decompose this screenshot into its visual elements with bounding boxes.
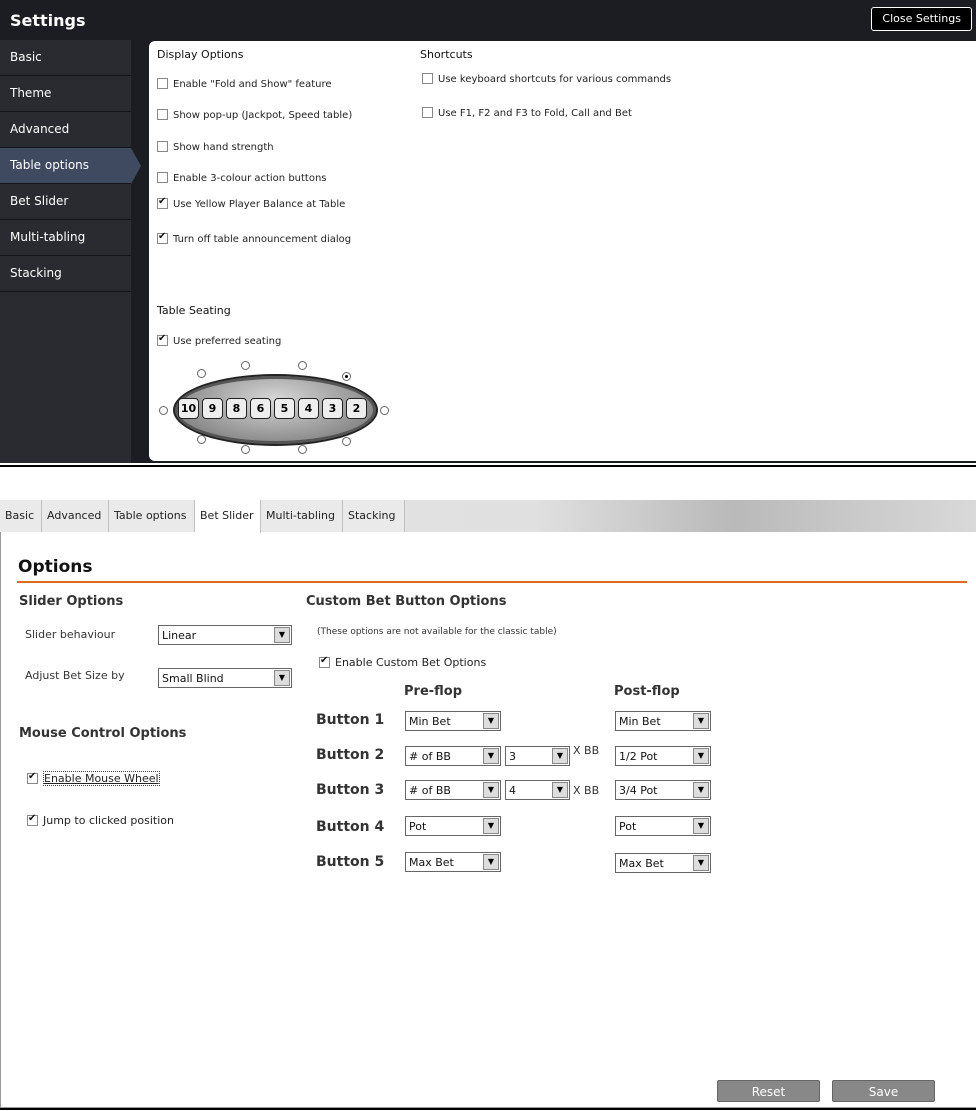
tab-advanced[interactable]: Advanced bbox=[42, 500, 109, 532]
tab-bet-slider[interactable]: Bet Slider bbox=[195, 500, 261, 533]
dropdown-arrow-icon[interactable]: ▼ bbox=[483, 748, 499, 764]
seat-radio[interactable] bbox=[298, 361, 307, 370]
button-3-label: Button 3 bbox=[316, 782, 385, 798]
title-bar bbox=[0, 0, 976, 40]
tab-bar bbox=[0, 500, 976, 532]
seat-9: 9 bbox=[202, 398, 223, 419]
preferred-seating-checkbox[interactable] bbox=[157, 335, 281, 347]
adjust-bet-size-value: Small Blind bbox=[162, 672, 224, 685]
tab-table-options[interactable]: Table options bbox=[109, 500, 195, 532]
slider-behaviour-label: Slider behaviour bbox=[25, 628, 116, 641]
settings-window bbox=[0, 0, 976, 463]
yellow-balance-checkbox[interactable] bbox=[157, 198, 345, 210]
title-underline bbox=[17, 581, 967, 583]
slider-behaviour-value: Linear bbox=[162, 629, 197, 642]
seat-radio[interactable] bbox=[342, 437, 351, 446]
dropdown-arrow-icon[interactable]: ▼ bbox=[483, 854, 499, 870]
button-4-postflop-value: Pot bbox=[619, 820, 637, 833]
button-5-preflop-value: Max Bet bbox=[409, 856, 454, 869]
checkbox-box-checked[interactable] bbox=[27, 815, 38, 826]
jump-to-position-label: Jump to clicked position bbox=[43, 814, 174, 827]
button-3-multiplier-value: 4 bbox=[509, 784, 516, 797]
button-1-preflop-select[interactable] bbox=[405, 711, 501, 731]
dropdown-arrow-icon[interactable]: ▼ bbox=[483, 818, 499, 834]
display-options-heading: Display Options bbox=[157, 48, 244, 61]
button-5-label: Button 5 bbox=[316, 854, 385, 870]
checkbox-box-checked[interactable] bbox=[157, 233, 168, 244]
show-hand-strength-label: Show hand strength bbox=[173, 142, 274, 153]
close-settings-button[interactable]: Close Settings bbox=[871, 7, 972, 31]
seat-radio[interactable] bbox=[241, 361, 250, 370]
button-2-xbb-label: X BB bbox=[573, 744, 600, 757]
mouse-wheel-label: Enable Mouse Wheel bbox=[44, 772, 159, 785]
checkbox-box[interactable] bbox=[157, 78, 168, 89]
adjust-bet-size-select[interactable] bbox=[158, 668, 292, 688]
settings-sidebar bbox=[0, 40, 131, 463]
button-2-label: Button 2 bbox=[316, 747, 385, 763]
seat-radio[interactable] bbox=[197, 369, 206, 378]
enable-custom-bet-label: Enable Custom Bet Options bbox=[335, 656, 487, 669]
options-panel bbox=[0, 532, 976, 1108]
button-3-multiplier-select[interactable] bbox=[505, 780, 570, 800]
tab-multi-tabling[interactable]: Multi-tabling bbox=[261, 500, 343, 532]
checkbox-box[interactable] bbox=[157, 172, 168, 183]
button-1-postflop-value: Min Bet bbox=[619, 715, 661, 728]
checkbox-box-checked[interactable] bbox=[157, 335, 168, 346]
settings-title: Settings bbox=[10, 11, 86, 30]
checkbox-box-checked[interactable] bbox=[27, 773, 38, 784]
dropdown-arrow-icon[interactable]: ▼ bbox=[552, 782, 568, 798]
announcement-dialog-label: Turn off table announcement dialog bbox=[173, 234, 352, 245]
custom-bet-note: (These options are not available for the classic table) bbox=[317, 627, 557, 637]
yellow-balance-label: Use Yellow Player Balance at Table bbox=[173, 199, 346, 210]
sidebar-item-bet-slider[interactable]: Bet Slider bbox=[0, 184, 131, 220]
button-2-multiplier-value: 3 bbox=[509, 750, 516, 763]
button-3-preflop-value: # of BB bbox=[409, 784, 451, 797]
seat-radio[interactable] bbox=[298, 445, 307, 454]
enable-custom-bet-checkbox[interactable] bbox=[319, 656, 486, 669]
seat-selector bbox=[157, 357, 397, 457]
three-colour-buttons-checkbox[interactable] bbox=[157, 172, 327, 184]
button-1-postflop-select[interactable] bbox=[615, 711, 711, 731]
button-3-xbb-label: X BB bbox=[573, 784, 600, 797]
bet-slider-window bbox=[0, 500, 976, 1111]
button-3-postflop-select[interactable] bbox=[615, 780, 711, 800]
reset-button[interactable]: Reset bbox=[717, 1080, 820, 1102]
button-5-postflop-value: Max Bet bbox=[619, 857, 664, 870]
tab-stacking[interactable]: Stacking bbox=[343, 500, 405, 532]
seat-radio[interactable] bbox=[159, 406, 168, 415]
seat-8: 8 bbox=[226, 398, 247, 419]
keyboard-shortcuts-checkbox[interactable] bbox=[422, 73, 671, 85]
seat-10: 10 bbox=[178, 398, 199, 419]
button-2-multiplier-select[interactable] bbox=[505, 746, 570, 766]
sidebar-item-table-options[interactable]: Table options bbox=[0, 148, 131, 184]
slider-options-heading: Slider Options bbox=[19, 594, 124, 609]
preferred-seating-label: Use preferred seating bbox=[173, 336, 282, 347]
seat-3: 3 bbox=[322, 398, 343, 419]
dropdown-arrow-icon[interactable]: ▼ bbox=[693, 748, 709, 764]
sidebar-item-advanced[interactable]: Advanced bbox=[0, 112, 131, 148]
button-5-postflop-select[interactable] bbox=[615, 853, 711, 873]
checkbox-box-checked[interactable] bbox=[157, 198, 168, 209]
button-2-preflop-select[interactable] bbox=[405, 746, 501, 766]
button-4-label: Button 4 bbox=[316, 819, 385, 835]
seat-radio-selected[interactable] bbox=[342, 372, 351, 381]
bottom-border bbox=[0, 1108, 976, 1110]
checkbox-box[interactable] bbox=[422, 73, 433, 84]
announcement-dialog-checkbox[interactable] bbox=[157, 233, 351, 245]
tab-basic[interactable]: Basic bbox=[0, 500, 42, 532]
seat-4: 4 bbox=[298, 398, 319, 419]
button-2-postflop-value: 1/2 Pot bbox=[619, 750, 658, 763]
fold-and-show-label: Enable "Fold and Show" feature bbox=[173, 79, 332, 90]
custom-bet-heading: Custom Bet Button Options bbox=[306, 594, 507, 609]
dropdown-arrow-icon[interactable]: ▼ bbox=[274, 670, 290, 686]
preflop-header: Pre-flop bbox=[404, 684, 463, 699]
jump-to-position-checkbox[interactable] bbox=[27, 814, 174, 827]
dropdown-arrow-icon[interactable]: ▼ bbox=[693, 818, 709, 834]
button-4-preflop-select[interactable] bbox=[405, 816, 501, 836]
seat-5: 5 bbox=[274, 398, 295, 419]
keyboard-shortcuts-label: Use keyboard shortcuts for various commands bbox=[438, 74, 672, 85]
adjust-bet-size-label: Adjust Bet Size by bbox=[25, 669, 125, 682]
dropdown-arrow-icon[interactable]: ▼ bbox=[274, 627, 290, 643]
show-hand-strength-checkbox[interactable] bbox=[157, 141, 274, 153]
dropdown-arrow-icon[interactable]: ▼ bbox=[483, 713, 499, 729]
button-4-postflop-select[interactable] bbox=[615, 816, 711, 836]
checkbox-box[interactable] bbox=[157, 109, 168, 120]
button-2-postflop-select[interactable] bbox=[615, 746, 711, 766]
poker-table-oval bbox=[173, 374, 378, 446]
dropdown-arrow-icon[interactable]: ▼ bbox=[693, 855, 709, 871]
seat-radio[interactable] bbox=[241, 445, 250, 454]
seat-2: 2 bbox=[346, 398, 367, 419]
options-title: Options bbox=[18, 557, 93, 577]
checkbox-box-checked[interactable] bbox=[319, 657, 330, 668]
sidebar-item-multi-tabling[interactable]: Multi-tabling bbox=[0, 220, 131, 256]
sidebar-item-stacking[interactable]: Stacking bbox=[0, 256, 131, 292]
dropdown-arrow-icon[interactable]: ▼ bbox=[693, 782, 709, 798]
button-4-preflop-value: Pot bbox=[409, 820, 427, 833]
seat-radio[interactable] bbox=[380, 406, 389, 415]
button-3-preflop-select[interactable] bbox=[405, 780, 501, 800]
button-3-postflop-value: 3/4 Pot bbox=[619, 784, 658, 797]
button-5-preflop-select[interactable] bbox=[405, 852, 501, 872]
f-key-shortcuts-checkbox[interactable] bbox=[422, 107, 632, 119]
slider-behaviour-select[interactable] bbox=[158, 625, 292, 645]
three-colour-buttons-label: Enable 3-colour action buttons bbox=[173, 173, 327, 184]
fold-and-show-checkbox[interactable] bbox=[157, 78, 332, 90]
dropdown-arrow-icon[interactable]: ▼ bbox=[693, 713, 709, 729]
seat-6: 6 bbox=[250, 398, 271, 419]
dropdown-arrow-icon[interactable]: ▼ bbox=[552, 748, 568, 764]
sidebar-item-theme[interactable]: Theme bbox=[0, 76, 131, 112]
shortcuts-heading: Shortcuts bbox=[420, 48, 473, 61]
mouse-control-heading: Mouse Control Options bbox=[19, 726, 187, 741]
dropdown-arrow-icon[interactable]: ▼ bbox=[483, 782, 499, 798]
checkbox-box[interactable] bbox=[422, 107, 433, 118]
section-divider bbox=[0, 465, 976, 467]
checkbox-box[interactable] bbox=[157, 141, 168, 152]
button-1-preflop-value: Min Bet bbox=[409, 715, 451, 728]
sidebar-item-basic[interactable]: Basic bbox=[0, 40, 131, 76]
table-seating-heading: Table Seating bbox=[157, 304, 231, 317]
button-2-preflop-value: # of BB bbox=[409, 750, 451, 763]
button-1-label: Button 1 bbox=[316, 712, 385, 728]
f-key-shortcuts-label: Use F1, F2 and F3 to Fold, Call and Bet bbox=[438, 108, 632, 119]
show-popup-checkbox[interactable] bbox=[157, 109, 352, 121]
show-popup-label: Show pop-up (Jackpot, Speed table) bbox=[173, 110, 353, 121]
save-button[interactable]: Save bbox=[832, 1080, 935, 1102]
seat-radio[interactable] bbox=[197, 435, 206, 444]
mouse-wheel-checkbox[interactable] bbox=[27, 772, 160, 785]
postflop-header: Post-flop bbox=[614, 684, 680, 699]
